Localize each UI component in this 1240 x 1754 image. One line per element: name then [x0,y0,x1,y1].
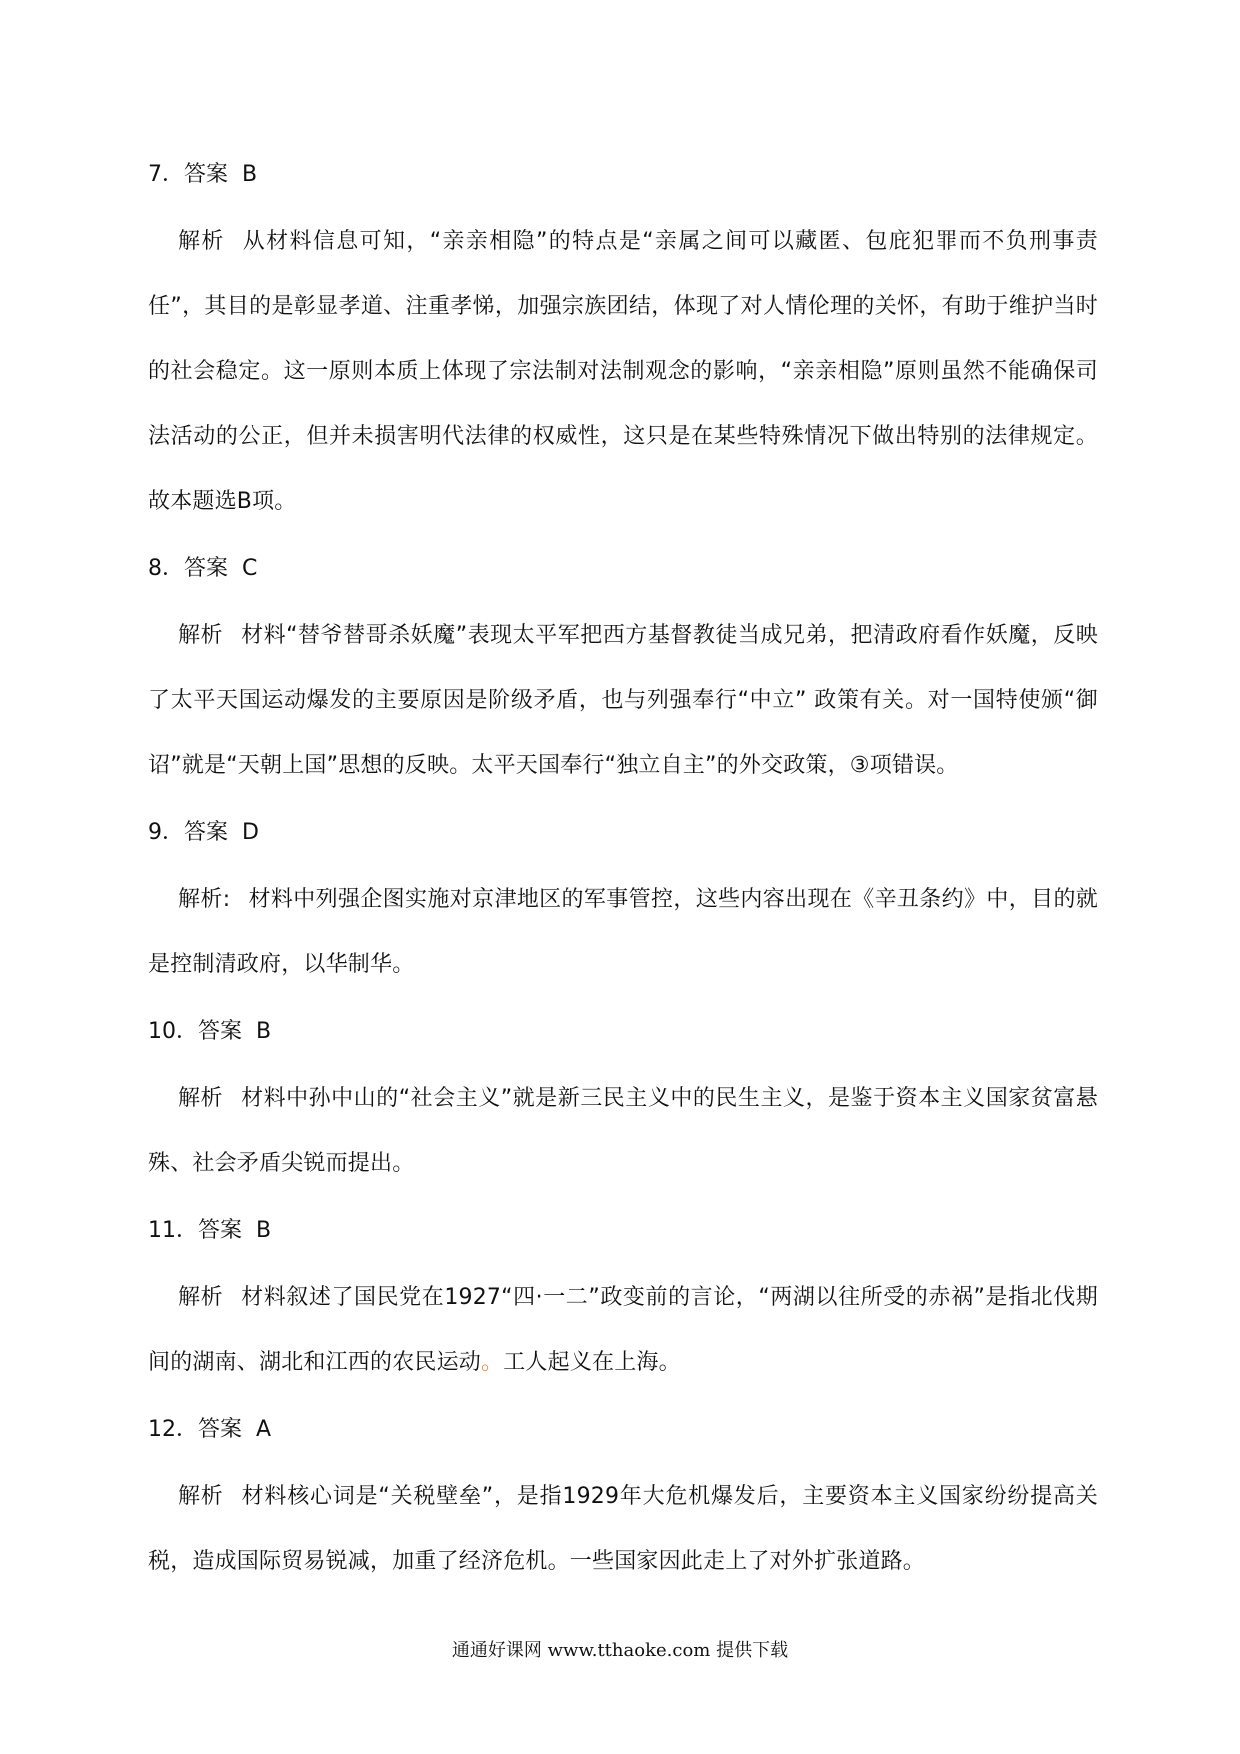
explanation-tag: 解析 [178,229,225,254]
answer-label: 答案 [184,556,229,581]
page-footer: 通通好课网 www.tthaoke.com 提供下载 [451,1640,789,1661]
explanation-text: 材料中孙中山的“社会主义”就是新三民主义中的民生主义，是鉴于资本主义国家贫富悬殊、社会矛盾尖锐而提出。 [148,1086,1098,1176]
answer-10 [148,1015,1098,1049]
answer-explanations [148,158,1098,1612]
answer-label: 答案 [184,820,229,845]
answer-label: 答案 [198,1218,243,1243]
explanation-tag: 解析 [178,1484,224,1509]
explanation-tag: 解析: [178,887,231,912]
explanation-11 [148,1265,1098,1395]
question-number: 11． [148,1218,198,1243]
explanation-12 [148,1464,1098,1594]
answer-label: 答案 [198,1019,243,1044]
answer-choice: B [242,162,258,187]
question-number: 9． [148,820,184,845]
answer-choice: B [256,1019,272,1044]
explanation-text: 材料中列强企图实施对京津地区的军事管控，这些内容出现在《辛丑条约》中，目的就是控制清政府，以华制华。 [148,887,1099,977]
question-number: 7． [148,162,184,187]
explanation-tag: 解析 [178,1285,224,1310]
explanation-7 [148,209,1098,534]
question-number: 12． [148,1417,198,1442]
question-number: 8． [148,556,184,581]
explanation-text-tail: 工人起义在上海。 [503,1350,681,1375]
question-number: 10． [148,1019,198,1044]
explanation-tag: 解析 [178,623,224,648]
answer-label: 答案 [198,1417,243,1442]
answer-choice: C [242,556,258,581]
highlighted-punctuation: 。 [481,1350,504,1375]
answer-choice: A [256,1417,272,1442]
explanation-text: 材料叙述了国民党在1927“四·一二”政变前的言论，“两湖以往所受的赤祸”是指北伐期间的湖南、湖北和江西的农民运动 [148,1285,1098,1375]
answer-choice: D [242,820,259,845]
explanation-8 [148,603,1098,798]
answer-11 [148,1214,1098,1248]
explanation-text: 材料“替爷替哥杀妖魔”表现太平军把西方基督教徒当成兄弟，把清政府看作妖魔，反映了太平天国运动爆发的主要原因是阶级矛盾，也与列强奉行“中立” 政策有关。对一国特使颁“御诏”就是“天朝上国”思想的反映。太平天国奉行“独立自主”的外交政策，③项错误。 [148,623,1098,778]
answer-7 [148,158,1098,192]
answer-12 [148,1413,1098,1447]
explanation-text: 从材料信息可知，“亲亲相隐”的特点是“亲属之间可以藏匿、包庇犯罪而不负刑事责任”，其目的是彰显孝道、注重孝悌，加强宗族团结，体现了对人情伦理的关怀，有助于维护当时的社会稳定。这一原则本质上体现了宗法制对法制观念的影响，“亲亲相隐”原则虽然不能确保司法活动的公正，但并未损害明代法律的权威性，这只是在某些特殊情况下做出特别的法律规定。故本题选B项。 [148,229,1098,514]
explanation-tag: 解析 [178,1086,224,1111]
answer-choice: B [256,1218,272,1243]
answer-9 [148,816,1098,850]
explanation-9 [148,867,1098,997]
answer-8 [148,552,1098,586]
explanation-10 [148,1066,1098,1196]
explanation-text: 材料核心词是“关税壁垒”，是指1929年大危机爆发后，主要资本主义国家纷纷提高关税，造成国际贸易锐减，加重了经济危机。一些国家因此走上了对外扩张道路。 [148,1484,1098,1574]
answer-label: 答案 [184,162,229,187]
